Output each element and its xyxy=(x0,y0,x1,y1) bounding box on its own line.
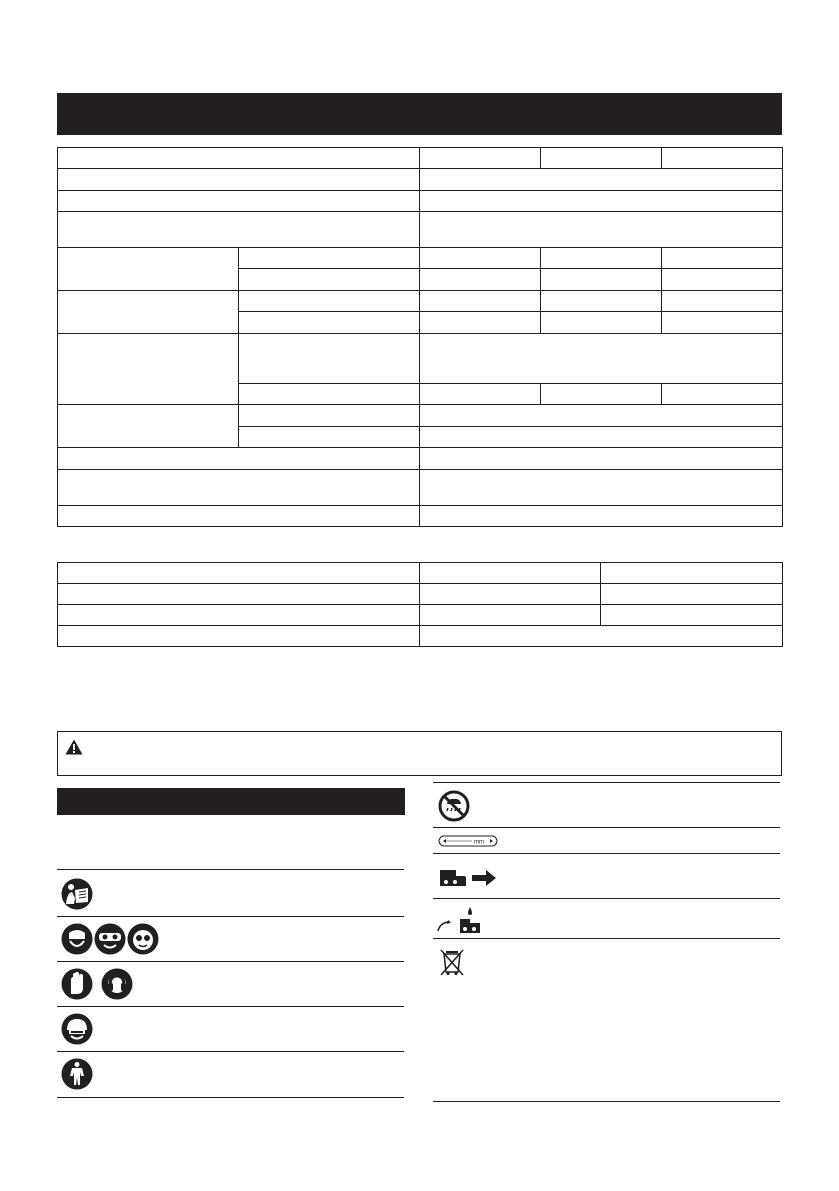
table-cell xyxy=(420,291,541,312)
mm-label: mm xyxy=(474,839,484,846)
table-cell xyxy=(420,148,541,169)
symbols-heading-bar xyxy=(57,788,405,815)
table-cell xyxy=(541,312,662,334)
warning-box xyxy=(57,731,782,776)
table-cell xyxy=(420,334,783,384)
table-cell xyxy=(58,448,420,470)
table-cell xyxy=(239,384,420,405)
table-cell xyxy=(662,312,783,334)
table-cell xyxy=(420,169,783,191)
no-rain-icon xyxy=(438,790,470,822)
safety-goggles-icon xyxy=(94,923,126,955)
table-cell xyxy=(601,605,783,626)
table-cell xyxy=(420,212,783,248)
table-cell xyxy=(662,291,783,312)
table-cell xyxy=(420,584,601,605)
table-cell xyxy=(420,506,783,527)
table-cell xyxy=(662,248,783,269)
table-cell xyxy=(601,563,783,584)
table-cell xyxy=(420,605,601,626)
table-cell xyxy=(420,470,783,506)
divider xyxy=(57,1097,404,1098)
safety-glasses-icon xyxy=(127,923,159,955)
ear-protection-icon xyxy=(101,968,133,1000)
table-cell xyxy=(239,427,420,448)
table-cell xyxy=(420,405,783,427)
table-cell xyxy=(58,169,420,191)
read-manual-icon xyxy=(61,878,93,910)
chain-oil-icon xyxy=(436,905,486,935)
table-cell xyxy=(58,212,420,248)
divider xyxy=(433,827,780,828)
table-cell xyxy=(58,334,239,405)
table-cell xyxy=(58,470,420,506)
table-cell xyxy=(420,427,783,448)
chain-table xyxy=(57,562,783,647)
divider xyxy=(57,961,404,962)
protective-clothing-icon xyxy=(61,1058,93,1090)
table-cell xyxy=(239,405,420,427)
divider xyxy=(57,1051,404,1052)
table-cell xyxy=(420,563,601,584)
table-cell xyxy=(420,384,541,405)
warning-triangle-icon xyxy=(65,739,83,755)
protective-gloves-icon xyxy=(61,968,93,1000)
table-cell xyxy=(662,269,783,291)
divider xyxy=(433,1101,780,1102)
weee-crossed-bin-icon xyxy=(438,947,466,977)
helmet-icon xyxy=(61,1013,93,1045)
table-cell xyxy=(541,269,662,291)
table-cell xyxy=(58,248,239,291)
section-title-bar xyxy=(57,93,782,135)
table-cell xyxy=(420,191,783,212)
table-cell xyxy=(541,291,662,312)
table-cell xyxy=(239,334,420,384)
table-cell xyxy=(58,584,420,605)
divider xyxy=(433,782,780,783)
specification-table xyxy=(57,147,783,527)
table-cell xyxy=(420,448,783,470)
table-cell xyxy=(239,312,420,334)
table-cell xyxy=(541,148,662,169)
divider xyxy=(433,938,780,939)
guide-bar-length-icon xyxy=(438,835,498,847)
face-shield-icon xyxy=(61,923,93,955)
table-cell xyxy=(58,605,420,626)
table-cell xyxy=(662,384,783,405)
table-cell xyxy=(58,563,420,584)
table-cell xyxy=(541,248,662,269)
table-cell xyxy=(239,248,420,269)
table-cell xyxy=(420,248,541,269)
divider xyxy=(57,1006,404,1007)
divider xyxy=(57,869,404,870)
table-cell xyxy=(601,584,783,605)
table-cell xyxy=(420,312,541,334)
divider xyxy=(57,916,404,917)
table-cell xyxy=(420,269,541,291)
table-cell xyxy=(58,506,420,527)
table-cell xyxy=(239,291,420,312)
chain-direction-icon xyxy=(438,866,498,890)
table-cell xyxy=(662,148,783,169)
table-cell xyxy=(58,191,420,212)
table-cell xyxy=(541,384,662,405)
table-cell xyxy=(58,148,420,169)
divider xyxy=(433,898,780,899)
table-cell xyxy=(58,405,239,448)
divider xyxy=(433,853,780,854)
table-cell xyxy=(420,626,783,647)
table-cell xyxy=(58,291,239,334)
table-cell xyxy=(58,626,420,647)
table-cell xyxy=(239,269,420,291)
